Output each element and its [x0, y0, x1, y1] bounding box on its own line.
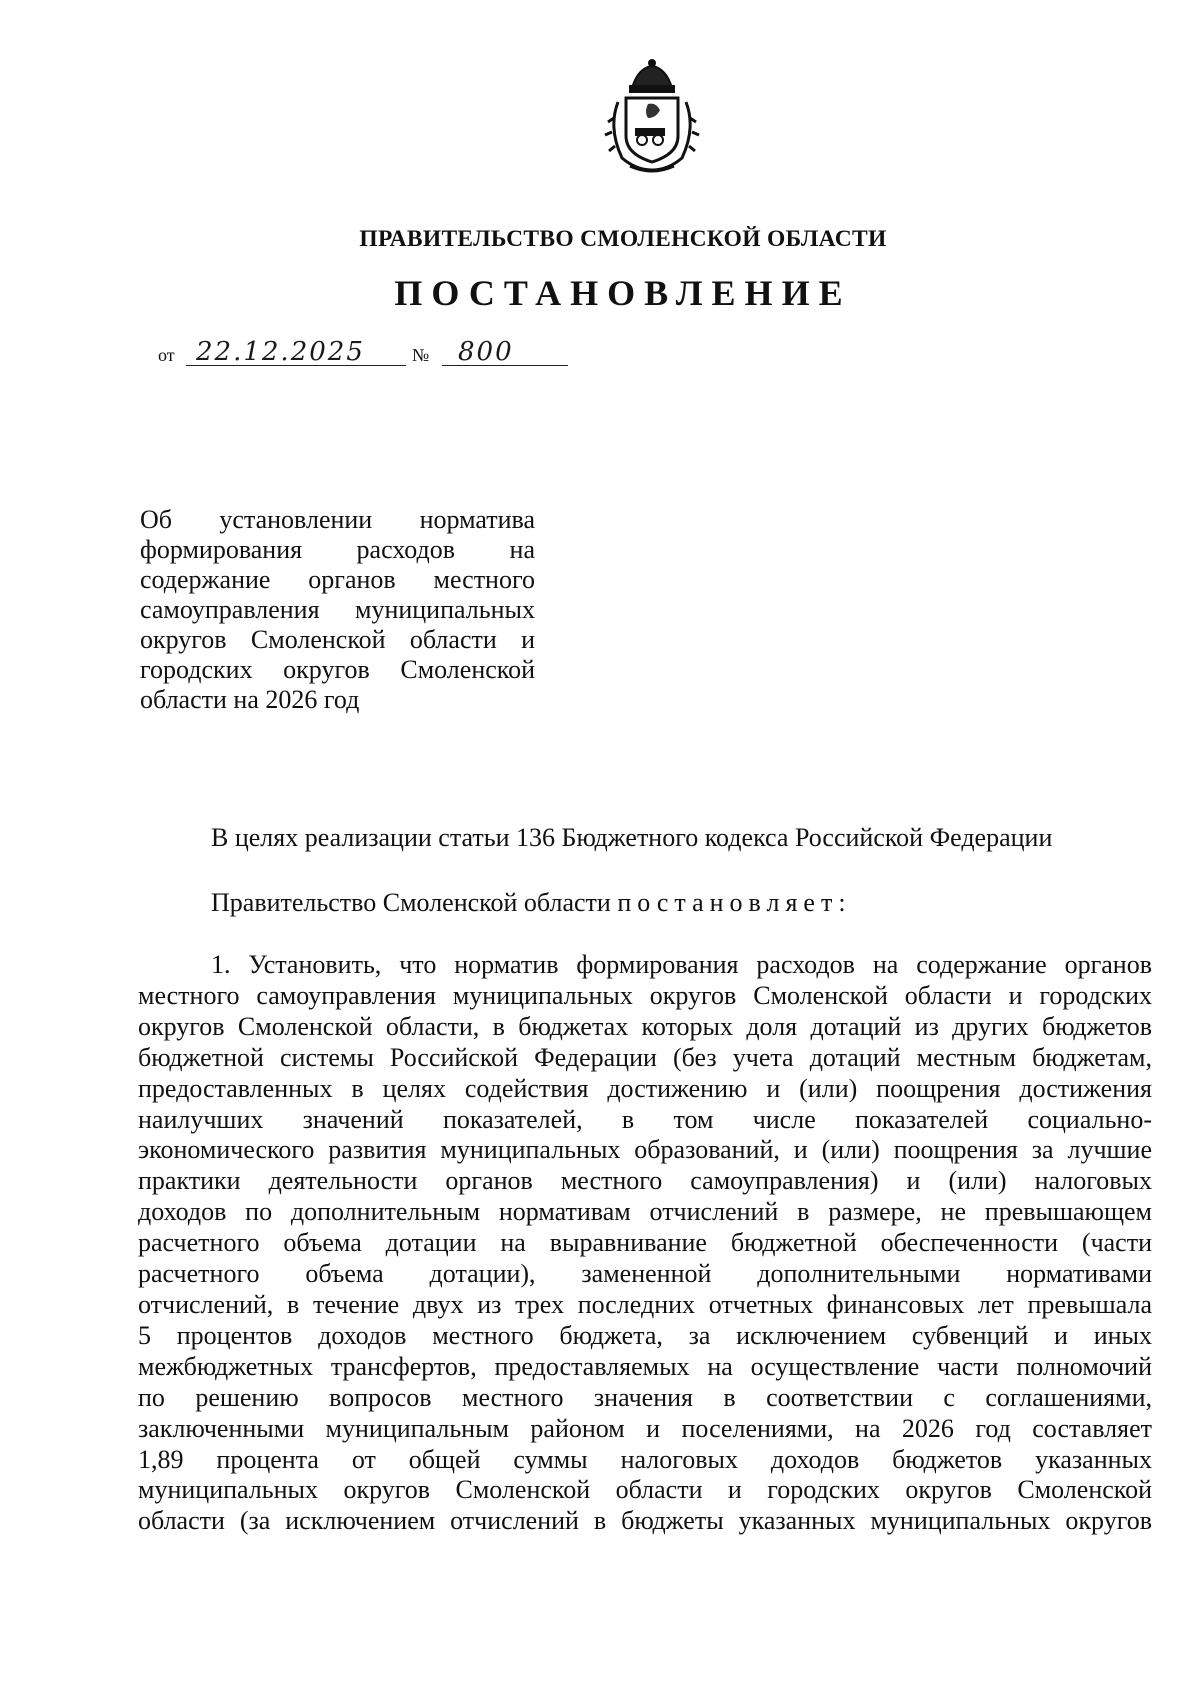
paragraph-line: заключенными муниципальным районом и поселениями, на 2026 год составляет: [138, 1413, 1152, 1443]
document-subject: [140, 505, 535, 715]
organization-name: ПРАВИТЕЛЬСТВО СМОЛЕНСКОЙ ОБЛАСТИ: [359, 226, 887, 252]
paragraph-line: экономического развития муниципальных образований, и (или) поощрения за лучшие: [138, 1135, 1152, 1165]
paragraph-line: доходов по дополнительным нормативам отчислений в размере, не превышающем: [138, 1197, 1152, 1227]
paragraph-line: области (за исключением отчислений в бюджеты указанных муниципальных округов: [138, 1506, 1152, 1536]
paragraph-1: [138, 950, 1152, 1537]
number-label: №: [412, 345, 430, 365]
subject-line: Об установлении норматива: [140, 505, 535, 534]
paragraph-line: отчислений, в течение двух из трех последних отчетных финансовых лет превышала: [138, 1289, 1152, 1319]
paragraph-line: по решению вопросов местного значения в соответствии с соглашениями,: [138, 1382, 1152, 1412]
document-type-title: ПОСТАНОВЛЕНИЕ: [394, 273, 852, 313]
paragraph-line: 5 процентов доходов местного бюджета, за исключением субвенций и иных: [138, 1320, 1152, 1350]
paragraph-line: 1,89 процента от общей суммы налоговых доходов бюджетов указанных: [138, 1444, 1152, 1474]
date-from-label: от: [158, 345, 175, 365]
subject-line: городских округов Смоленской: [140, 655, 535, 684]
subject-line: округов Смоленской области и: [140, 625, 535, 654]
resolves-paragraph: [138, 888, 1152, 919]
subject-line: формирования расходов на: [140, 535, 535, 564]
resolves-word: постановляет:: [617, 888, 852, 917]
paragraph-line: практики деятельности органов местного самоуправления) и (или) налоговых: [138, 1166, 1152, 1196]
paragraph-line: местного самоуправления муниципальных округов Смоленской области и городских: [138, 980, 1152, 1010]
paragraph-line: 1. Установить, что норматив формирования расходов на содержание органов: [211, 950, 1152, 979]
paragraph-line: наилучших значений показателей, в том числе показателей социально-: [138, 1104, 1152, 1134]
paragraph-line: расчетного объема дотации), замененной дополнительными нормативами: [138, 1259, 1152, 1289]
paragraph-line: расчетного объема дотации на выравнивание бюджетной обеспеченности (части: [138, 1228, 1152, 1258]
handwritten-number: 800: [458, 337, 514, 367]
paragraph-line: предоставленных в целях содействия достижению и (или) поощрения достижения: [138, 1073, 1152, 1103]
subject-line: области на 2026 год: [140, 685, 360, 714]
coat-of-arms-emblem: [590, 58, 715, 178]
paragraph-line: муниципальных округов Смоленской области и городских округов Смоленской: [138, 1475, 1152, 1505]
date-number-line: [158, 334, 578, 374]
preamble-paragraph: В целях реализации статьи 136 Бюджетного кодекса Российской Федерации: [211, 823, 1053, 852]
subject-line: самоуправления муниципальных: [140, 595, 535, 624]
paragraph-line: межбюджетных трансфертов, предоставляемых на осуществление части полномочий: [138, 1351, 1152, 1381]
handwritten-date: 22.12.2025: [196, 337, 365, 367]
subject-line: содержание органов местного: [140, 565, 535, 594]
paragraph-line: округов Смоленской области, в бюджетах которых доля дотаций из других бюджетов: [138, 1011, 1152, 1041]
paragraph-line: бюджетной системы Российской Федерации (без учета дотаций местным бюджетам,: [138, 1042, 1152, 1072]
resolves-prefix: Правительство Смоленской области: [211, 888, 611, 917]
